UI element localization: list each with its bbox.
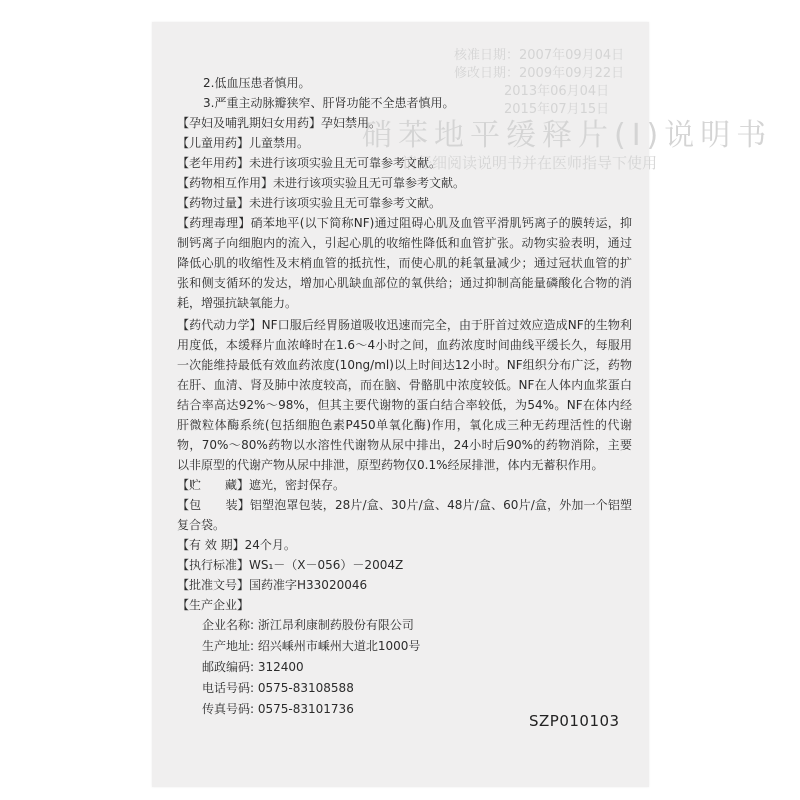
section-text: 硝苯地平(以下简称NF)通过阻碍心肌及血管平滑肌钙离子的膜转运，抑制钙离子向细胞内的流入，引起心肌的收缩性降低和血管扩张。动物实验表明，通过降低心肌的收缩性及末梢血管的抵抗性，而使心肌的耗氧量减少；通过冠状血管的扩张和侧支循环的发达，增加心肌缺血部位的氧供给；通过抑制高能量磷酸化合物的消耗，增强抗缺氧能力。 <box>177 216 632 310</box>
section-text: 孕妇禁用。 <box>321 116 382 130</box>
section-pharmacokinetics <box>177 315 632 475</box>
section-text: NF口服后经胃肠道吸收迅速而完全，由于肝首过效应造成NF的生物利用度低，本缓释片血浓峰时在1.6～4小时之间，血药浓度时间曲线平缓长久，每服用一次能维持最低有效血药浓度(10ng/ml)以上时间达12小时。NF组织分布广泛，药物在肝、血清、肾及肺中浓度较高，而在脑、骨骼肌中浓度较低。NF在人体内血浆蛋白结合率高达92%～98%，但其主要代谢物的蛋白结合率较低，为54%。NF在体内经肝微粒体酶系统(包括细胞色素P450单氧化酶)作用，氧化成三种无药理活性的代谢物，70%～80%药物以水溶性代谢物从尿中排出，24小时后90%的药物消除，主要以非原型的代谢产物从尿中排泄，原型药物仅0.1%经尿排泄，体内无蓄积作用。 <box>177 318 632 472</box>
section-standard <box>177 555 632 575</box>
section-label: 【孕妇及哺乳期妇女用药】 <box>177 116 322 130</box>
ghost-revision-date: 修改日期：2009年09月22日 <box>454 66 625 81</box>
section-text: 铝塑泡罩包装，28片/盒、30片/盒、48片/盒、60片/盒，外加一个铝塑复合袋。 <box>177 498 632 532</box>
leaflet-content <box>177 73 632 720</box>
section-label: 【药物过量】 <box>177 196 250 210</box>
field-value: 0575-83101736 <box>257 702 354 716</box>
section-interaction <box>177 173 632 193</box>
precaution-item-2: 2.低血压患者慎用。 <box>203 76 311 90</box>
section-pregnancy <box>177 113 632 133</box>
section-elderly <box>177 153 632 173</box>
field-value: 0575-83108588 <box>257 681 354 695</box>
section-label: 【药理毒理】 <box>177 216 251 230</box>
field-label: 邮政编码: <box>202 660 255 674</box>
ghost-subtitle: 请仔细阅读说明书并在医师指导下使用 <box>402 154 658 172</box>
section-text: 国药准字H33020046 <box>249 578 368 592</box>
ghost-approval-date: 核准日期：2007年09月04日 <box>454 48 625 63</box>
section-text: WS₁－（X－056）－2004Z <box>249 558 404 572</box>
section-label: 【包 装】 <box>177 498 250 512</box>
section-label: 【药代动力学】 <box>177 318 262 332</box>
field-label: 生产地址: <box>202 639 255 653</box>
section-label: 【老年用药】 <box>177 156 250 170</box>
section-overdose <box>177 193 632 213</box>
document-code: SZP010103 <box>529 712 620 730</box>
section-label: 【执行标准】 <box>177 558 250 572</box>
company-address-row <box>202 636 632 657</box>
section-label: 【药物相互作用】 <box>177 176 274 190</box>
section-label: 【儿童用药】 <box>177 136 250 150</box>
field-label: 企业名称: <box>202 618 255 632</box>
section-text: 儿童禁用。 <box>249 136 310 150</box>
field-label: 传真号码: <box>202 702 255 716</box>
section-label: 【有 效 期】 <box>177 538 245 552</box>
section-text: 未进行该项实验且无可靠参考文献。 <box>273 176 466 190</box>
section-text: 24个月。 <box>244 538 296 552</box>
ghost-revision-date-2: 2013年06月04日 <box>504 84 610 99</box>
section-label: 【贮 藏】 <box>177 478 250 492</box>
section-text: 未进行该项实验且无可靠参考文献。 <box>249 156 442 170</box>
manufacturer-details <box>177 615 632 720</box>
leaflet-sheet <box>152 22 773 787</box>
section-children <box>177 133 632 153</box>
section-label: 【生产企业】 <box>177 598 250 612</box>
field-label: 电话号码: <box>202 681 255 695</box>
company-name-row <box>202 615 632 636</box>
section-manufacturer <box>177 595 632 615</box>
company-phone-row <box>202 678 632 699</box>
precaution-item-3: 3.严重主动脉瓣狭窄、肝肾功能不全患者慎用。 <box>203 96 455 110</box>
ghost-title: 硝苯地平缓释片(Ⅰ)说明书 <box>362 118 773 153</box>
field-value: 浙江昂利康制药股份有限公司 <box>257 618 414 632</box>
field-value: 312400 <box>257 660 304 674</box>
section-approval <box>177 575 632 595</box>
section-text: 遮光，密封保存。 <box>249 478 346 492</box>
field-value: 绍兴嵊州市嵊州大道北1000号 <box>257 639 421 653</box>
ghost-revision-date-3: 2015年07月15日 <box>504 102 610 117</box>
section-validity <box>177 535 632 555</box>
section-label: 【批准文号】 <box>177 578 250 592</box>
company-postcode-row <box>202 657 632 678</box>
section-packaging <box>177 495 632 535</box>
section-pharmacology <box>177 213 632 313</box>
section-storage <box>177 475 632 495</box>
section-text: 未进行该项实验且无可靠参考文献。 <box>249 196 442 210</box>
